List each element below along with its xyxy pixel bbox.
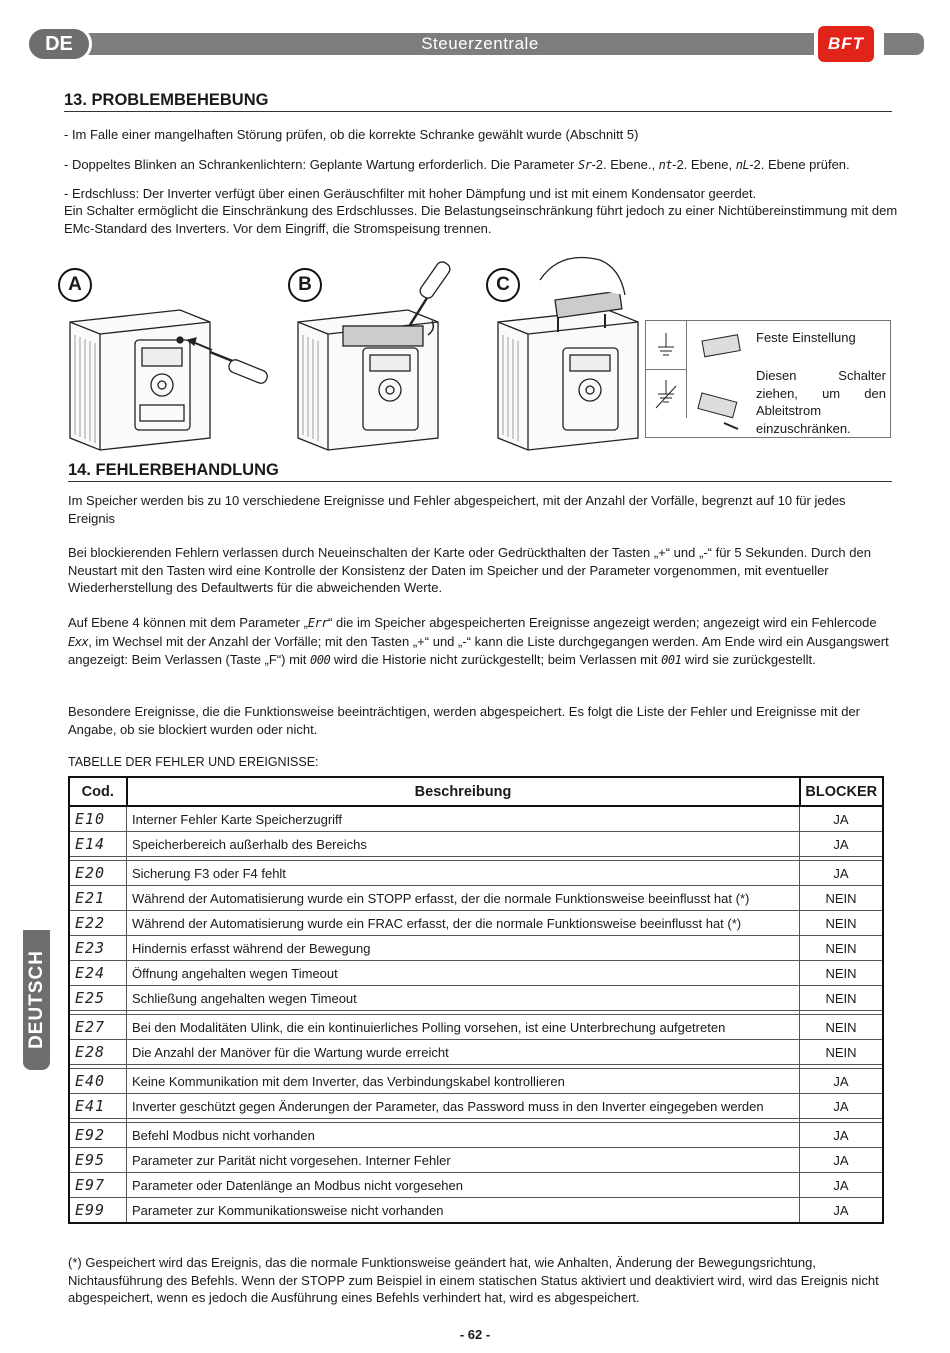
section-14-p4: Besondere Ereignisse, die die Funktionsweise beeinträchtigen, werden abgespeichert. Es folgt die Liste der Fehler und Ereignisse mit der Angabe, ob sie blockiert wurden oder nicht. xyxy=(68,704,861,737)
error-code: E10 xyxy=(69,806,127,832)
error-code: E97 xyxy=(69,1173,127,1198)
error-description: Keine Kommunikation mit dem Inverter, das Verbindungskabel kontrollieren xyxy=(127,1069,800,1094)
error-description: Sicherung F3 oder F4 fehlt xyxy=(127,861,800,886)
header-blocker: BLOCKER xyxy=(800,777,884,806)
legend-fixed-setting: Feste Einstellung xyxy=(756,330,856,345)
table-row xyxy=(69,936,883,961)
p3-text-c: , im Wechsel mit der Anzahl der Vorfälle; mit den Tasten „+“ und „-“ kann die Liste durchgegangen werden. Am Ende wird ein Ausgangswert angezeigt: Beim Verlassen (Taste „F“) mit xyxy=(68,633,889,667)
param-err: Err xyxy=(307,616,329,630)
error-description: Parameter oder Datenlänge an Modbus nicht vorgesehen xyxy=(127,1173,800,1198)
table-row xyxy=(69,806,883,832)
error-blocker: NEIN xyxy=(800,886,884,911)
inverter-c-drawing xyxy=(498,310,638,450)
p2-text-b: -2. Ebene., xyxy=(591,157,659,172)
table-row xyxy=(69,886,883,911)
figure-label-b: B xyxy=(288,268,322,302)
figure-label-a: A xyxy=(58,268,92,302)
ground-fixed-icon xyxy=(646,321,687,369)
table-row xyxy=(69,1123,883,1148)
error-blocker: NEIN xyxy=(800,961,884,986)
error-blocker: NEIN xyxy=(800,936,884,961)
error-code: E25 xyxy=(69,986,127,1011)
error-code: E41 xyxy=(69,1094,127,1119)
section-14-p2: Bei blockierenden Fehlern verlassen durch Neueinschalten der Karte oder Gedrückthalten der Tasten „+“ und „-“ für 5 Sekunden. Durch den Neustart mit den Tasten wird eine Kontrolle der Konsistenz der Daten im Speicher und der Parameter vorgenommen, mit eventueller Wiederherstellung des Defaultwerts für die abweichenden Werte. xyxy=(68,545,871,595)
error-blocker: NEIN xyxy=(800,986,884,1011)
header-code: Cod. xyxy=(69,777,127,806)
table-row xyxy=(69,1094,883,1119)
error-code: E92 xyxy=(69,1123,127,1148)
error-code: E28 xyxy=(69,1040,127,1065)
error-description: Parameter zur Kommunikationsweise nicht vorhanden xyxy=(127,1198,800,1224)
error-code: E24 xyxy=(69,961,127,986)
footnote: (*) Gespeichert wird das Ereignis, das die normale Funktionsweise geändert hat, wie Anhalten, Änderung der Bewegungsrichtung, Nichtausführung des Befehls. Wenn der STOPP zum Beispiel in einem statischen Status aktiviert und deaktiviert wird, wird das Ereignis nicht abgespeichert, wenn es jedoch die Ausführung eines Befehls verhindert hat, wird es abgespeichert. xyxy=(68,1255,879,1305)
section-14-p3 xyxy=(68,614,890,670)
error-description: Während der Automatisierung wurde ein FRAC erfasst, der die normale Funktionsweise beeinflusst hat (*) xyxy=(127,911,800,936)
p3-text-b: “ die im Speicher abgespeicherten Ereignisse angezeigt werden; angezeigt wird ein Fehlercode xyxy=(328,615,877,630)
table-row xyxy=(69,1148,883,1173)
p3-text-a: Auf Ebene 4 können mit dem Parameter „ xyxy=(68,615,308,630)
table-row xyxy=(69,1198,883,1224)
table-row xyxy=(69,1173,883,1198)
legend-pull-switch: Diesen Schalter ziehen, um den Ableitstrom einzuschränken. xyxy=(756,368,886,436)
error-description: Befehl Modbus nicht vorhanden xyxy=(127,1123,800,1148)
error-code: E95 xyxy=(69,1148,127,1173)
error-description: Inverter geschützt gegen Änderungen der Parameter, das Password muss in den Inverter eingegeben werden xyxy=(127,1094,800,1119)
error-table-body xyxy=(69,806,883,1223)
table-row xyxy=(69,911,883,936)
table-row xyxy=(69,861,883,886)
header-bar-end xyxy=(884,33,924,55)
table-caption: TABELLE DER FEHLER UND EREIGNISSE: xyxy=(68,755,319,769)
error-code: E40 xyxy=(69,1069,127,1094)
param-nt: nt xyxy=(658,158,673,172)
figure-label-c: C xyxy=(486,268,520,302)
param-sr: Sr xyxy=(578,158,592,172)
inverter-illustration xyxy=(60,240,650,460)
p2-text-a: - Doppeltes Blinken an Schrankenlichtern: Geplante Wartung erforderlich. Die Parameter xyxy=(64,157,578,172)
switch-legend-box xyxy=(645,320,891,438)
error-blocker: JA xyxy=(800,1069,884,1094)
section-13-heading: 13. PROBLEMBEHEBUNG xyxy=(64,91,892,112)
section-13-p4: Ein Schalter ermöglicht die Einschränkung des Erdschlusses. Die Belastungseinschränkung führt jedoch zu einer Nichtübereinstimmung mit dem EMc-Standard des Inverters. Vor dem Eingriff, die Stromspeisung trennen. xyxy=(64,203,898,236)
p3-text-e: wird sie zurückgestellt. xyxy=(681,652,816,667)
p2-text-c: -2. Ebene, xyxy=(672,157,736,172)
table-row xyxy=(69,1015,883,1040)
inverter-a-drawing xyxy=(70,310,210,450)
error-blocker: NEIN xyxy=(800,1015,884,1040)
error-blocker: JA xyxy=(800,1123,884,1148)
error-code: E22 xyxy=(69,911,127,936)
param-nl: nL xyxy=(735,158,750,172)
error-description: Speicherbereich außerhalb des Bereichs xyxy=(127,832,800,857)
table-row xyxy=(69,961,883,986)
section-14-p1: Im Speicher werden bis zu 10 verschiedene Ereignisse und Fehler abgespeichert, mit der Anzahl der Vorfälle, begrenzt auf 10 für jedes Ereignis xyxy=(68,493,846,526)
error-description: Interner Fehler Karte Speicherzugriff xyxy=(127,806,800,832)
error-code: E20 xyxy=(69,861,127,886)
table-row xyxy=(69,1069,883,1094)
error-description: Während der Automatisierung wurde ein STOPP erfasst, der die normale Funktionsweise beeinflusst hat (*) xyxy=(127,886,800,911)
p2-text-d: -2. Ebene prüfen. xyxy=(749,157,850,172)
value-000: 000 xyxy=(310,653,331,667)
section-14-heading: 14. FEHLERBEHANDLUNG xyxy=(68,461,892,482)
section-13-p1: - Im Falle einer mangelhaften Störung prüfen, ob die korrekte Schranke gewählt wurde (Abschnitt 5) xyxy=(64,127,639,142)
error-blocker: JA xyxy=(800,1148,884,1173)
param-exx: Exx xyxy=(68,634,89,649)
error-description: Öffnung angehalten wegen Timeout xyxy=(127,961,800,986)
error-blocker: JA xyxy=(800,1094,884,1119)
error-blocker: JA xyxy=(800,1173,884,1198)
error-code: E14 xyxy=(69,832,127,857)
error-description: Die Anzahl der Manöver für die Wartung wurde erreicht xyxy=(127,1040,800,1065)
error-code: E27 xyxy=(69,1015,127,1040)
section-13-p2 xyxy=(64,156,900,175)
error-table xyxy=(68,776,884,1224)
table-row xyxy=(69,832,883,857)
table-header-row xyxy=(69,777,883,806)
error-blocker: JA xyxy=(800,806,884,832)
bft-logo: BFT xyxy=(818,26,874,62)
side-tab-label: DEUTSCH xyxy=(26,950,47,1049)
error-code: E99 xyxy=(69,1198,127,1224)
error-blocker: JA xyxy=(800,861,884,886)
error-description: Hindernis erfasst während der Bewegung xyxy=(127,936,800,961)
error-blocker: JA xyxy=(800,1198,884,1224)
error-description: Parameter zur Parität nicht vorgesehen. Interner Fehler xyxy=(127,1148,800,1173)
error-blocker: NEIN xyxy=(800,1040,884,1065)
switch-connector-drawings xyxy=(694,331,754,431)
header-description: Beschreibung xyxy=(127,777,800,806)
value-001: 001 xyxy=(661,653,682,667)
language-badge: DE xyxy=(26,26,92,62)
error-description: Bei den Modalitäten Ulink, die ein kontinuierliches Polling vorsehen, ist eine Unterbrechung aufgetreten xyxy=(127,1015,800,1040)
error-code: E21 xyxy=(69,886,127,911)
error-description: Schließung angehalten wegen Timeout xyxy=(127,986,800,1011)
language-side-tab xyxy=(23,930,50,1070)
error-blocker: JA xyxy=(800,832,884,857)
table-row xyxy=(69,1040,883,1065)
error-code: E23 xyxy=(69,936,127,961)
header-title: Steuerzentrale xyxy=(421,34,539,53)
table-row xyxy=(69,986,883,1011)
error-blocker: NEIN xyxy=(800,911,884,936)
p3-text-d: wird die Historie nicht zurückgestellt; beim Verlassen mit xyxy=(330,652,662,667)
section-13-p3: - Erdschluss: Der Inverter verfügt über einen Geräuschfilter mit hoher Dämpfung und ist mit einem Kondensator geerdet. xyxy=(64,186,757,201)
ground-switch-icon xyxy=(646,369,687,418)
page-number: - 62 - xyxy=(459,1327,491,1342)
inverter-b-drawing xyxy=(298,310,438,450)
